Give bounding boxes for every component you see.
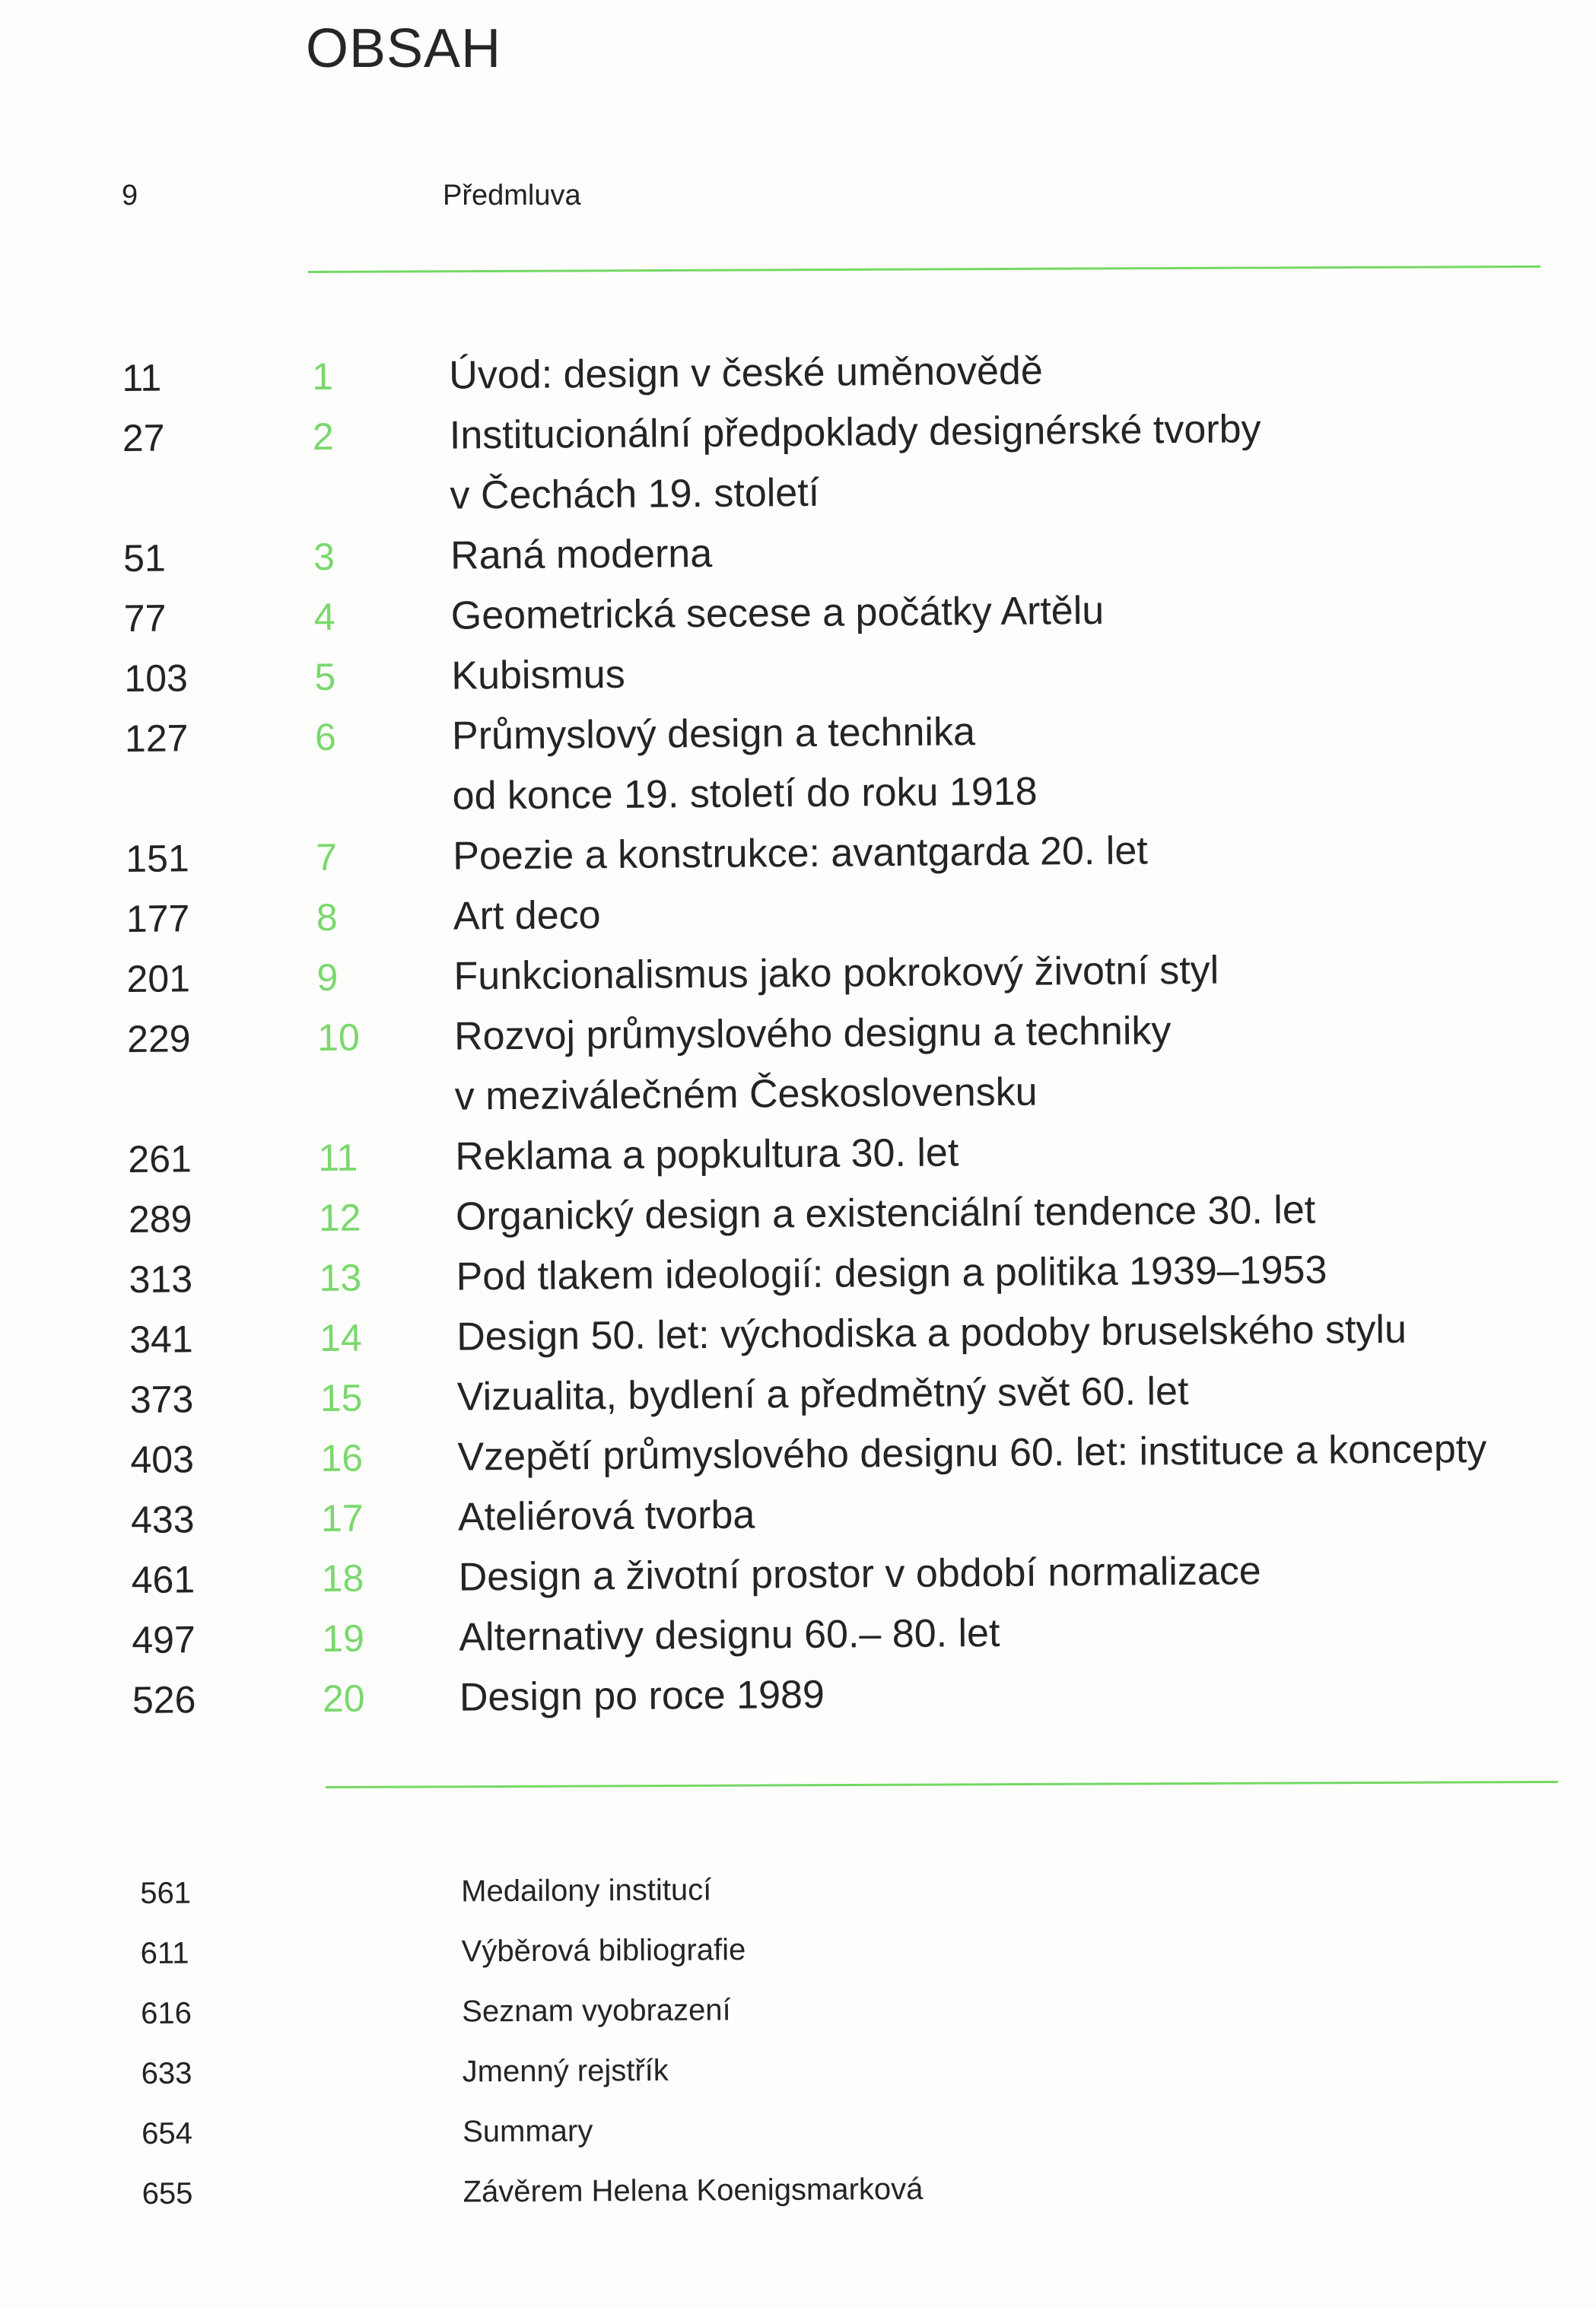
chapter-row-continued: [125, 758, 1571, 829]
chapter-number: 8: [316, 895, 338, 939]
chapter-title: Geometrická secese a počátky Artělu: [450, 588, 1105, 638]
chapter-number: 15: [320, 1376, 363, 1419]
back-matter-row: [141, 2096, 1511, 2164]
chapter-page-number: [123, 510, 313, 511]
back-matter-page-number: 655: [141, 2176, 193, 2211]
chapter-page-number: 27: [122, 416, 165, 459]
chapter-page-number: 51: [122, 536, 167, 580]
back-matter-title: Seznam vyobrazení: [462, 1993, 731, 2029]
chapter-number: 14: [320, 1316, 363, 1359]
back-matter-title: Výběrová bibliografie: [461, 1933, 746, 1969]
chapter-row: [132, 1659, 1579, 1731]
chapter-number: 11: [318, 1136, 358, 1180]
chapter-row: [132, 1599, 1578, 1671]
chapter-row: [124, 637, 1570, 709]
chapter-row: [125, 698, 1571, 769]
chapter-row: [126, 818, 1572, 889]
back-matter-page-number: 561: [140, 1876, 192, 1910]
section-divider-top: [308, 265, 1540, 273]
chapter-number: [316, 809, 453, 810]
chapter-number: 20: [322, 1677, 365, 1720]
chapter-number: 7: [316, 835, 338, 879]
chapter-title: Poezie a konstrukce: avantgarda 20. let: [453, 828, 1148, 879]
preface-title: Předmluva: [443, 180, 581, 211]
chapter-page-number: 341: [129, 1318, 193, 1361]
chapter-title: Design po roce 1989: [459, 1672, 825, 1720]
back-matter-row: [141, 2156, 1511, 2224]
back-matter-row: [141, 1976, 1510, 2044]
chapter-title: Vzepětí průmyslového designu 60. let: instituce a koncepty: [457, 1426, 1487, 1480]
back-matter-page-number: 633: [141, 2056, 192, 2090]
chapter-page-number: 103: [124, 656, 189, 700]
chapter-title: od konce 19. století do roku 1918: [452, 769, 1038, 819]
chapter-page-number: 11: [122, 356, 162, 399]
chapter-row: [130, 1419, 1576, 1490]
chapter-row: [126, 878, 1572, 949]
back-matter-title: Jmenný rejstřík: [462, 2053, 669, 2089]
chapter-title: Institucionální předpoklady designérské tvorby: [449, 407, 1261, 458]
back-matter-title: Závěrem Helena Koenigsmarková: [463, 2172, 924, 2209]
section-divider-bottom: [326, 1781, 1558, 1788]
chapter-page-number: 229: [126, 1017, 191, 1060]
chapter-row: [126, 938, 1572, 1009]
back-matter-list: [140, 1855, 1512, 2224]
chapter-title: Kubismus: [451, 652, 625, 698]
chapter-row: [123, 577, 1569, 649]
chapter-number: 13: [319, 1256, 362, 1299]
chapter-title: Raná moderna: [450, 531, 713, 578]
back-matter-page-number: 611: [140, 1936, 189, 1970]
chapter-title: Průmyslový design a technika: [451, 710, 976, 758]
chapter-title: Ateliérová tvorba: [457, 1493, 755, 1540]
chapter-title: Vizualita, bydlení a předmětný svět 60. let: [456, 1369, 1189, 1419]
chapter-title: Pod tlakem ideologií: design a politika 1939–1953: [456, 1248, 1327, 1299]
chapter-row: [127, 998, 1573, 1070]
chapter-number: 17: [320, 1496, 364, 1540]
chapter-page-number: 151: [126, 837, 189, 880]
chapter-number: 10: [316, 1016, 360, 1060]
chapter-row: [131, 1479, 1577, 1550]
chapter-page-number: [126, 810, 316, 812]
chapter-page-number: 373: [129, 1378, 194, 1421]
chapter-page-number: 289: [128, 1197, 192, 1241]
chapter-number: [318, 1110, 455, 1111]
chapter-number: 12: [318, 1196, 361, 1240]
chapter-title: Funkcionalismus jako pokrokový životní styl: [453, 948, 1219, 999]
chapter-row: [129, 1178, 1575, 1250]
back-matter-title: Summary: [463, 2114, 593, 2149]
chapter-title: Alternativy designu 60.– 80. let: [459, 1610, 1000, 1660]
back-matter-row: [140, 1855, 1509, 1924]
chapter-row-continued: [127, 1058, 1573, 1130]
chapter-page-number: 497: [132, 1618, 196, 1661]
chapter-number: 16: [320, 1436, 364, 1480]
chapter-title: Art deco: [453, 893, 601, 939]
chapter-page-number: 313: [129, 1257, 193, 1301]
chapter-page-number: 201: [126, 957, 191, 1000]
chapter-row-continued: [122, 457, 1569, 529]
back-matter-title: Medailony institucí: [461, 1873, 712, 1909]
chapter-title: Design a životní prostor v období normalizace: [458, 1549, 1261, 1600]
preface-page-number: 9: [122, 180, 138, 211]
chapter-row: [122, 397, 1569, 469]
back-matter-row: [140, 1915, 1509, 1984]
chapter-row: [131, 1539, 1577, 1610]
chapter-title: Reklama a popkultura 30. let: [455, 1130, 959, 1179]
chapter-page-number: 526: [132, 1678, 196, 1721]
chapter-row: [129, 1238, 1575, 1310]
chapter-number: 1: [312, 354, 334, 399]
chapter-title: Organický design a existenciální tendence 30. let: [455, 1187, 1316, 1239]
chapter-number: 5: [314, 655, 336, 699]
chapter-page-number: 177: [126, 897, 190, 940]
chapter-page-number: 433: [130, 1498, 195, 1541]
chapter-page-number: 403: [130, 1438, 195, 1481]
chapter-page-number: [128, 1111, 318, 1112]
back-matter-row: [141, 2036, 1510, 2104]
page-title: OBSAH: [306, 18, 502, 79]
chapter-number: 4: [313, 595, 335, 639]
chapter-title: v meziválečném Československu: [454, 1070, 1038, 1119]
chapter-row: [130, 1359, 1576, 1430]
chapter-number: 6: [314, 715, 337, 759]
chapter-number: 19: [322, 1617, 365, 1660]
chapter-title: Úvod: design v české uměnovědě: [449, 348, 1043, 398]
chapter-number: 3: [313, 535, 335, 579]
chapter-number: 9: [316, 955, 339, 1000]
chapter-page-number: 261: [128, 1137, 192, 1181]
chapter-number: [313, 509, 450, 510]
chapter-row: [129, 1299, 1575, 1370]
chapter-row: [122, 337, 1568, 409]
chapter-row: [123, 517, 1569, 589]
back-matter-page-number: 654: [141, 2116, 193, 2151]
chapter-page-number: 77: [123, 596, 167, 640]
chapter-list: [122, 337, 1578, 1731]
chapter-title: Design 50. let: východiska a podoby bruselského stylu: [456, 1307, 1407, 1359]
chapter-row: [128, 1118, 1574, 1190]
chapter-number: 18: [321, 1556, 364, 1600]
chapter-number: 2: [312, 415, 334, 459]
back-matter-page-number: 616: [141, 1996, 192, 2030]
chapter-title: v Čechách 19. století: [450, 470, 820, 518]
chapter-page-number: 127: [124, 717, 189, 760]
chapter-title: Rozvoj průmyslového designu a techniky: [453, 1009, 1172, 1059]
chapter-page-number: 461: [131, 1558, 196, 1601]
